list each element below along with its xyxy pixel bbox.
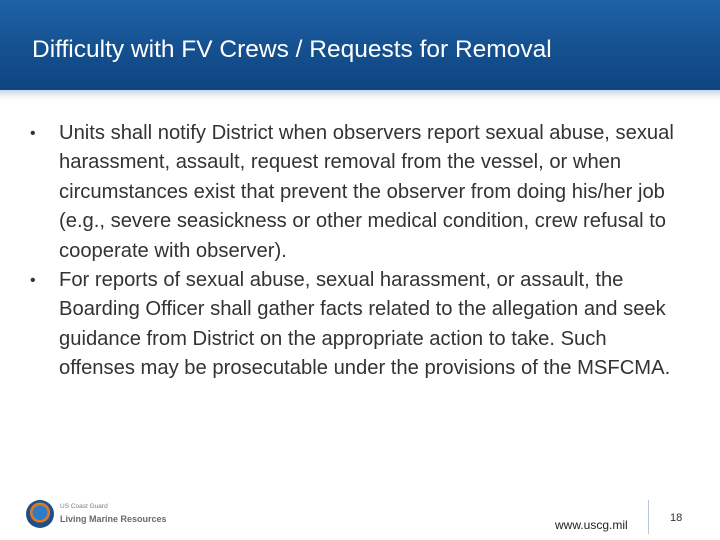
slide-number: 18 (670, 512, 683, 524)
coast-guard-seal-icon (26, 500, 54, 528)
slide-title: Difficulty with FV Crews / Requests for Removal (32, 36, 552, 63)
bullet-text: Units shall notify District when observers report sexual abuse, sexual harassment, assault, request removal from the vessel, or when circumstances exist that prevent the observer from doing his/her job (e.g., severe seasickness or other medical condition, crew refusal to cooperate with observer). (59, 122, 674, 262)
bullet-icon: • (30, 125, 36, 142)
logo-text: Living Marine Resources (60, 514, 167, 524)
bullet-item (30, 119, 680, 266)
title-bar (0, 0, 720, 90)
bullet-list (30, 119, 680, 384)
uscg-lmr-logo (26, 500, 166, 530)
bullet-icon: • (30, 272, 36, 290)
footer-divider (648, 500, 649, 534)
bullet-item (30, 266, 680, 384)
bullet-text: For reports of sexual abuse, sexual harassment, or assault, the Boarding Officer shall gather facts related to the allegation and seek guidance from District on the appropriate action to take. Such offenses may be prosecutable under the provisions of the MSFCMA. (59, 269, 671, 380)
footer-url: www.uscg.mil (555, 518, 628, 532)
title-divider (0, 90, 720, 100)
logo-small-text: US Coast Guard (60, 503, 108, 510)
